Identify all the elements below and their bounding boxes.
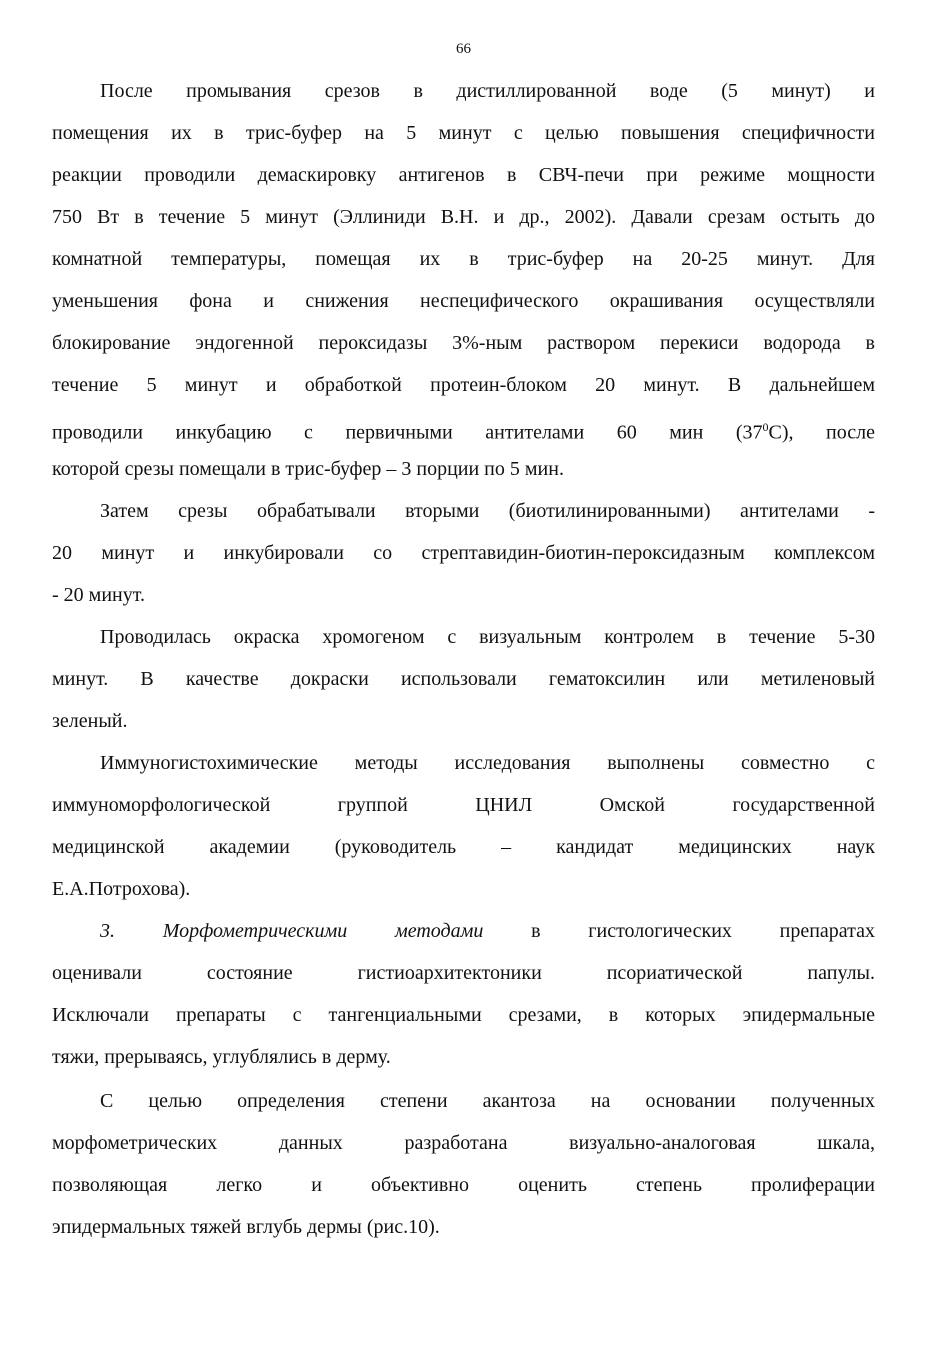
- text-line: оценивали состояние гистиоархитектоники псориатической папулы.: [52, 962, 875, 984]
- text-line: Проводилась окраска хромогеном с визуальным контролем в течение 5-30: [100, 626, 875, 648]
- text-line: Исключали препараты с тангенциальными срезами, в которых эпидермальные: [52, 1004, 875, 1026]
- text-line: эпидермальных тяжей вглубь дермы (рис.10).: [52, 1216, 440, 1238]
- text-line: медицинской академии (руководитель – кандидат медицинских наук: [52, 836, 875, 858]
- text-line: блокирование эндогенной пероксидазы 3%-ным раствором перекиси водорода в: [52, 332, 875, 354]
- page-number: 66: [456, 41, 471, 57]
- text-line: течение 5 минут и обработкой протеин-блоком 20 минут. В дальнейшем: [52, 374, 875, 396]
- text-line: уменьшения фона и снижения неспецифического окрашивания осуществляли: [52, 290, 875, 312]
- section-number: 3.: [100, 920, 115, 942]
- text-line: 20 минут и инкубировали со стрептавидин-биотин-пероксидазным комплексом: [52, 542, 875, 564]
- text-line: Затем срезы обрабатывали вторыми (биотилинированными) антителами -: [100, 500, 875, 522]
- text-line: 750 Вт в течение 5 минут (Эллиниди В.Н. и др., 2002). Давали срезам остыть до: [52, 206, 875, 228]
- text-line: позволяющая легко и объективно оценить степень пролиферации: [52, 1174, 875, 1196]
- superscript: 0: [762, 420, 769, 434]
- text-line: [52, 414, 875, 446]
- text-line: которой срезы помещали в трис-буфер – 3 порции по 5 мин.: [52, 458, 564, 480]
- text-line: иммуноморфологической группой ЦНИЛ Омской государственной: [52, 794, 875, 816]
- text-line: После промывания срезов в дистиллированной воде (5 минут) и: [100, 80, 875, 102]
- text-line: минут. В качестве докраски использовали гематоксилин или метиленовый: [52, 668, 875, 690]
- text-line: помещения их в трис-буфер на 5 минут с целью повышения специфичности: [52, 122, 875, 144]
- text-segment: С), после: [768, 421, 875, 444]
- text-line: реакции проводили демаскировку антигенов в СВЧ-печи при режиме мощности: [52, 164, 875, 186]
- text-line: С целью определения степени акантоза на основании полученных: [100, 1090, 875, 1112]
- text-line: - 20 минут.: [52, 584, 145, 606]
- text-line: тяжи, прерываясь, углублялись в дерму.: [52, 1046, 391, 1068]
- text-line: [100, 918, 875, 944]
- emphasized-term: Морфометрическими методами: [162, 920, 484, 942]
- text-line: Е.А.Потрохова).: [52, 878, 191, 900]
- text-line: морфометрических данных разработана визуально-аналоговая шкала,: [52, 1132, 875, 1154]
- text-line: зеленый.: [52, 710, 128, 732]
- text-line: комнатной температуры, помещая их в трис-буфер на 20-25 минут. Для: [52, 248, 875, 270]
- text-segment: в гистологических препаратах: [531, 920, 875, 942]
- text-segment: проводили инкубацию с первичными антителами 60 мин (37: [52, 421, 763, 444]
- text-line: Иммуногистохимические методы исследования выполнены совместно с: [100, 752, 875, 774]
